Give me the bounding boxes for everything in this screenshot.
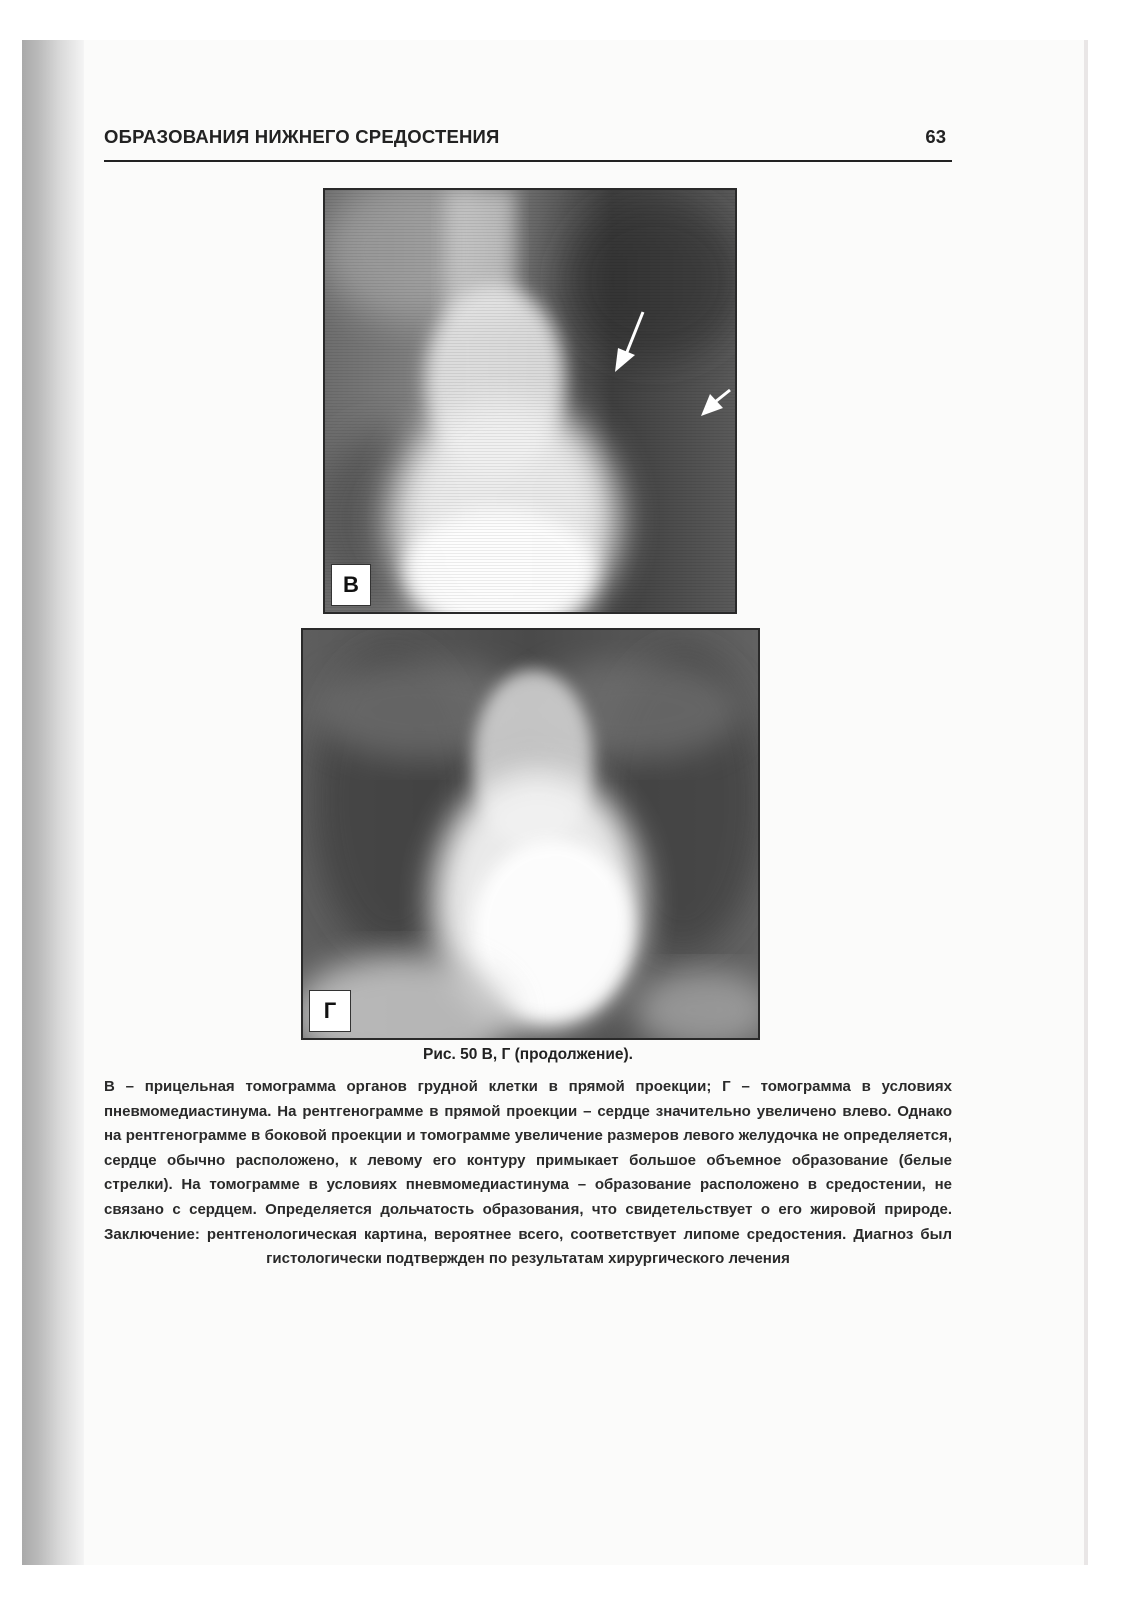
figure-caption-body: В – прицельная томограмма органов грудной клетки в прямой проекции; Г – томограмма в условиях пневмомедиастинума. На рентгенограмме в прямой проекции – сердце значительно увеличено влево. Однако на рентгенограмме в боковой проекции и томограмме увеличение размеров левого желудочка не определяется, сердце обычно расположено, к левому его контуру примыкает большое объемное образование (белые стрелки). На томограмме в условиях пневмомедиастинума – образование расположено в средостении, не связано с сердцем. Определяется дольчатость образования, что свидетельствует о его жировой природе. Заключение: рентгенологическая картина, вероятнее всего, соответствует липоме средостения. Диагноз был гистологически подтвержден по результатам хирургического лечения xyxy=(104,1078,952,1268)
figure-caption-title: Рис. 50 В, Г (продолжение). xyxy=(423,1046,633,1063)
panel-label-g: Г xyxy=(309,990,351,1032)
xray-panel-v xyxy=(323,188,737,614)
xray-panel-g xyxy=(301,628,760,1040)
tomogram-frontal-image xyxy=(325,190,735,612)
book-spine-shadow xyxy=(22,40,84,1565)
running-header xyxy=(104,126,952,162)
running-title: ОБРАЗОВАНИЯ НИЖНЕГО СРЕДОСТЕНИЯ xyxy=(104,126,500,147)
page-edge xyxy=(1084,40,1088,1565)
tomogram-pneumomediastinum-image xyxy=(303,630,758,1038)
page-number: 63 xyxy=(925,126,946,147)
panel-label-v: В xyxy=(331,564,371,606)
